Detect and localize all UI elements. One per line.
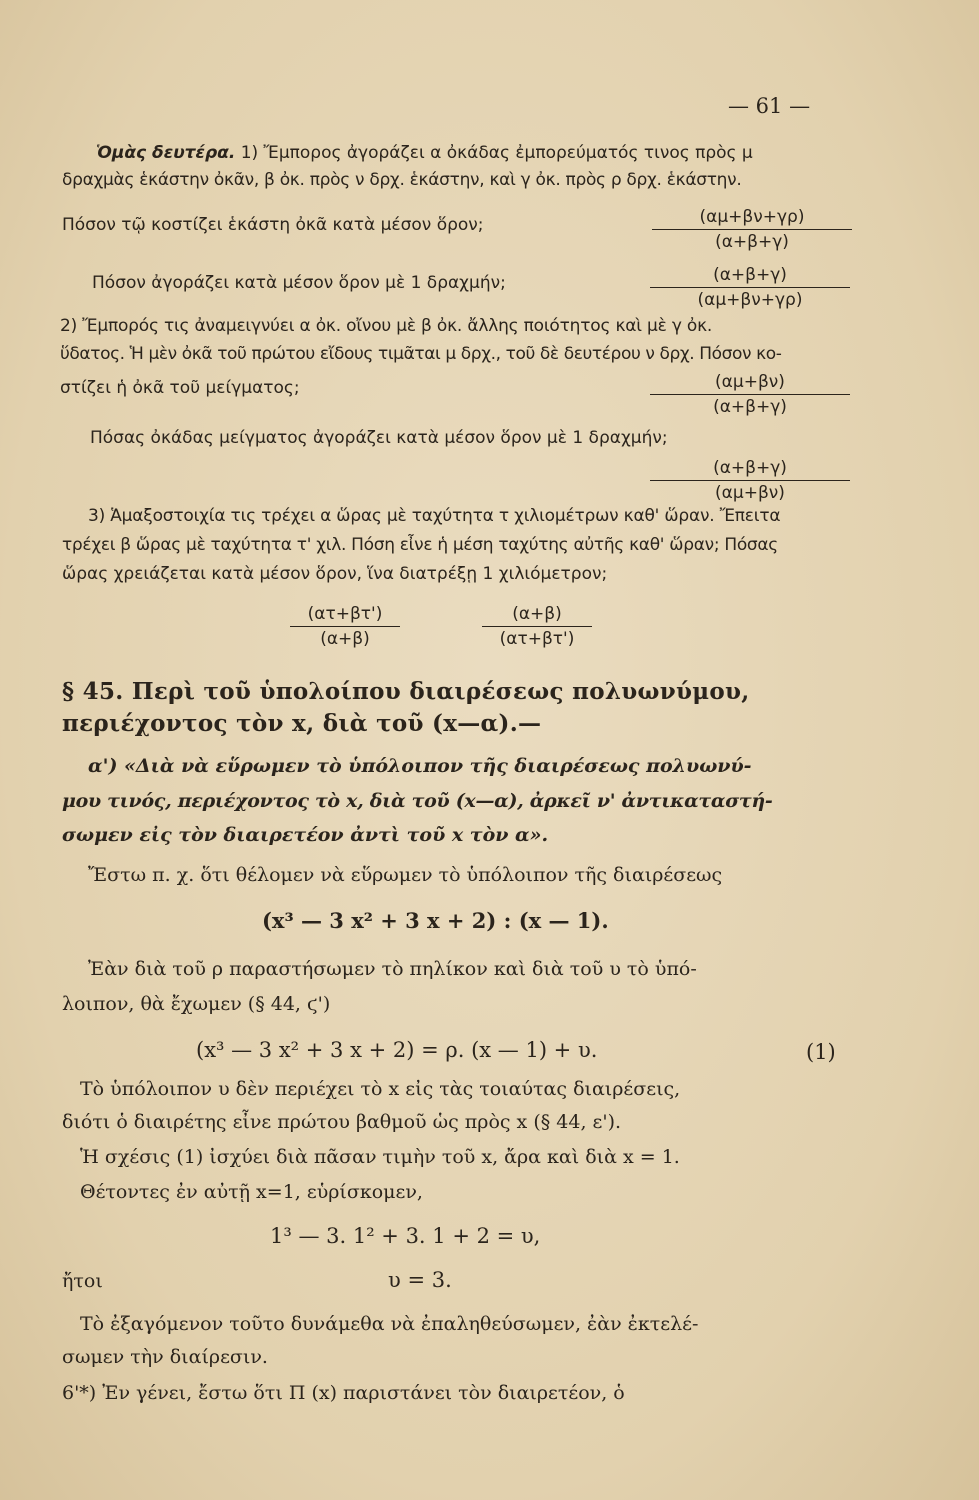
answer-2-denominator: (αμ+βν+γρ) xyxy=(697,290,803,310)
rule-line-3: σωμεν εἰς τὸν διαιρετέον ἀντὶ τοῦ x τὸν α». xyxy=(62,824,549,846)
answer-5-denominator: (α+β) xyxy=(320,629,370,649)
exercise-1-question-1: Πόσον τῷ κοστίζει ἑκάστη ὀκᾶ κατὰ μέσον ὅρον; xyxy=(62,215,484,235)
example-line-7: Θέτοντες ἐν αὐτῇ x=1, εὑρίσκομεν, xyxy=(80,1181,423,1203)
example-line-2: Ἐὰν διὰ τοῦ ρ παραστήσωμεν τὸ πηλίκον καὶ διὰ τοῦ υ τὸ ὑπό- xyxy=(88,958,697,980)
equation-division: (x³ — 3 x² + 3 x + 2) : (x — 1). xyxy=(262,908,609,933)
answer-1-denominator: (α+β+γ) xyxy=(715,232,789,252)
exercise-1-line-1 xyxy=(96,145,753,162)
equation-3-prefix: ἤτοι xyxy=(62,1270,103,1292)
exercise-2-line-3: στίζει ἡ ὀκᾶ τοῦ μείγματος; xyxy=(60,378,300,398)
example-line-6: Ἡ σχέσις (1) ἰσχύει διὰ πᾶσαν τιμὴν τοῦ x, ἄρα καὶ διὰ x = 1. xyxy=(80,1146,680,1168)
example-line-9: σωμεν τὴν διαίρεσιν. xyxy=(62,1346,268,1368)
exercise-2-line-2: ὕδατος. Ἡ μὲν ὀκᾶ τοῦ πρώτου εἴδους τιμᾶται μ δρχ., τοῦ δὲ δευτέρου ν δρχ. Πόσον κο- xyxy=(60,344,782,364)
exercise-3-line-1: 3) Ἁμαξοστοιχία τις τρέχει α ὥρας μὲ ταχύτητα τ χιλιομέτρων καθ' ὥραν. Ἔπειτα xyxy=(88,506,781,526)
answer-3-numerator: (αμ+βν) xyxy=(715,372,785,392)
rule-line-2: μου τινός, περιέχοντος τὸ x, διὰ τοῦ (x—α), ἀρκεῖ ν' ἀντικαταστή- xyxy=(62,790,773,812)
equation-1: (x³ — 3 x² + 3 x + 2) = ρ. (x — 1) + υ. xyxy=(196,1038,598,1062)
answer-6-denominator: (ατ+βτ') xyxy=(499,629,575,649)
group-heading: Ὁμὰς δευτέρα. xyxy=(96,143,236,163)
answer-6-fraction xyxy=(482,604,592,649)
equation-2: 1³ — 3. 1² + 3. 1 + 2 = υ, xyxy=(270,1224,541,1248)
exercise-2-question: Πόσας ὀκάδας μείγματος ἀγοράζει κατὰ μέσον ὅρον μὲ 1 δραχμήν; xyxy=(90,428,668,448)
equation-3: υ = 3. xyxy=(388,1268,452,1292)
exercise-3-line-2: τρέχει β ὥρας μὲ ταχύτητα τ' χιλ. Πόση εἶνε ἡ μέση ταχύτης αὐτῆς καθ' ὥραν; Πόσας xyxy=(62,535,778,555)
section-heading-line-2: περιέχοντος τὸν x, διὰ τοῦ (x—α).— xyxy=(62,710,542,737)
answer-4-fraction xyxy=(650,458,850,503)
example-line-5: διότι ὁ διαιρέτης εἶνε πρώτου βαθμοῦ ὡς πρὸς x (§ 44, ε'). xyxy=(62,1111,622,1133)
answer-2-numerator: (α+β+γ) xyxy=(713,265,787,285)
exercise-1-line-2: δραχμὰς ἑκάστην ὀκᾶν, β ὀκ. πρὸς ν δρχ. ἑκάστην, καὶ γ ὀκ. πρὸς ρ δρχ. ἑκάστην. xyxy=(62,170,742,190)
answer-6-numerator: (α+β) xyxy=(512,604,562,624)
exercise-1-question-2: Πόσον ἀγοράζει κατὰ μέσον ὅρον μὲ 1 δραχμήν; xyxy=(92,273,506,293)
exercise-3-line-3: ὥρας χρειάζεται κατὰ μέσον ὅρον, ἵνα διατρέξῃ 1 χιλιόμετρον; xyxy=(62,564,608,584)
answer-3-denominator: (α+β+γ) xyxy=(713,397,787,417)
exercise-2-line-1: 2) Ἔμπορός τις ἀναμειγνύει α ὀκ. οἴνου μὲ β ὀκ. ἄλλης ποιότητος καὶ μὲ γ ὀκ. xyxy=(60,316,713,336)
answer-1-numerator: (αμ+βν+γρ) xyxy=(699,207,805,227)
answer-4-numerator: (α+β+γ) xyxy=(713,458,787,478)
exercise-1-text-a: 1) Ἔμπορος ἀγοράζει α ὀκάδας ἐμπορεύματός τινος πρὸς μ xyxy=(240,143,753,163)
answer-3-fraction xyxy=(650,372,850,417)
example-line-3: λοιπον, θὰ ἔχωμεν (§ 44, ϛ') xyxy=(62,993,331,1015)
answer-5-numerator: (ατ+βτ') xyxy=(307,604,383,624)
equation-1-label: (1) xyxy=(806,1040,836,1064)
answer-4-denominator: (αμ+βν) xyxy=(715,483,785,503)
rule-line-1: α') «Διὰ νὰ εὕρωμεν τὸ ὑπόλοιπον τῆς διαιρέσεως πολυωνύ- xyxy=(88,755,752,777)
example-line-1: Ἔστω π. χ. ὅτι θέλομεν νὰ εὕρωμεν τὸ ὑπόλοιπον τῆς διαιρέσεως xyxy=(88,864,723,886)
example-line-4: Τὸ ὑπόλοιπον υ δὲν περιέχει τὸ x εἰς τὰς τοιαύτας διαιρέσεις, xyxy=(80,1078,681,1100)
example-line-10: 6'*) Ἐν γένει, ἔστω ὅτι Π (x) παριστάνει τὸν διαιρετέον, ὁ xyxy=(62,1382,625,1404)
answer-5-fraction xyxy=(290,604,400,649)
section-heading-line-1: § 45. Περὶ τοῦ ὑπολοίπου διαιρέσεως πολυωνύμου, xyxy=(62,678,750,705)
answer-1-fraction xyxy=(652,207,852,252)
page-number: — 61 — xyxy=(728,94,811,118)
answer-2-fraction xyxy=(650,265,850,310)
example-line-8: Τὸ ἐξαγόμενον τοῦτο δυνάμεθα νὰ ἐπαληθεύσωμεν, ἐὰν ἐκτελέ- xyxy=(80,1313,699,1335)
